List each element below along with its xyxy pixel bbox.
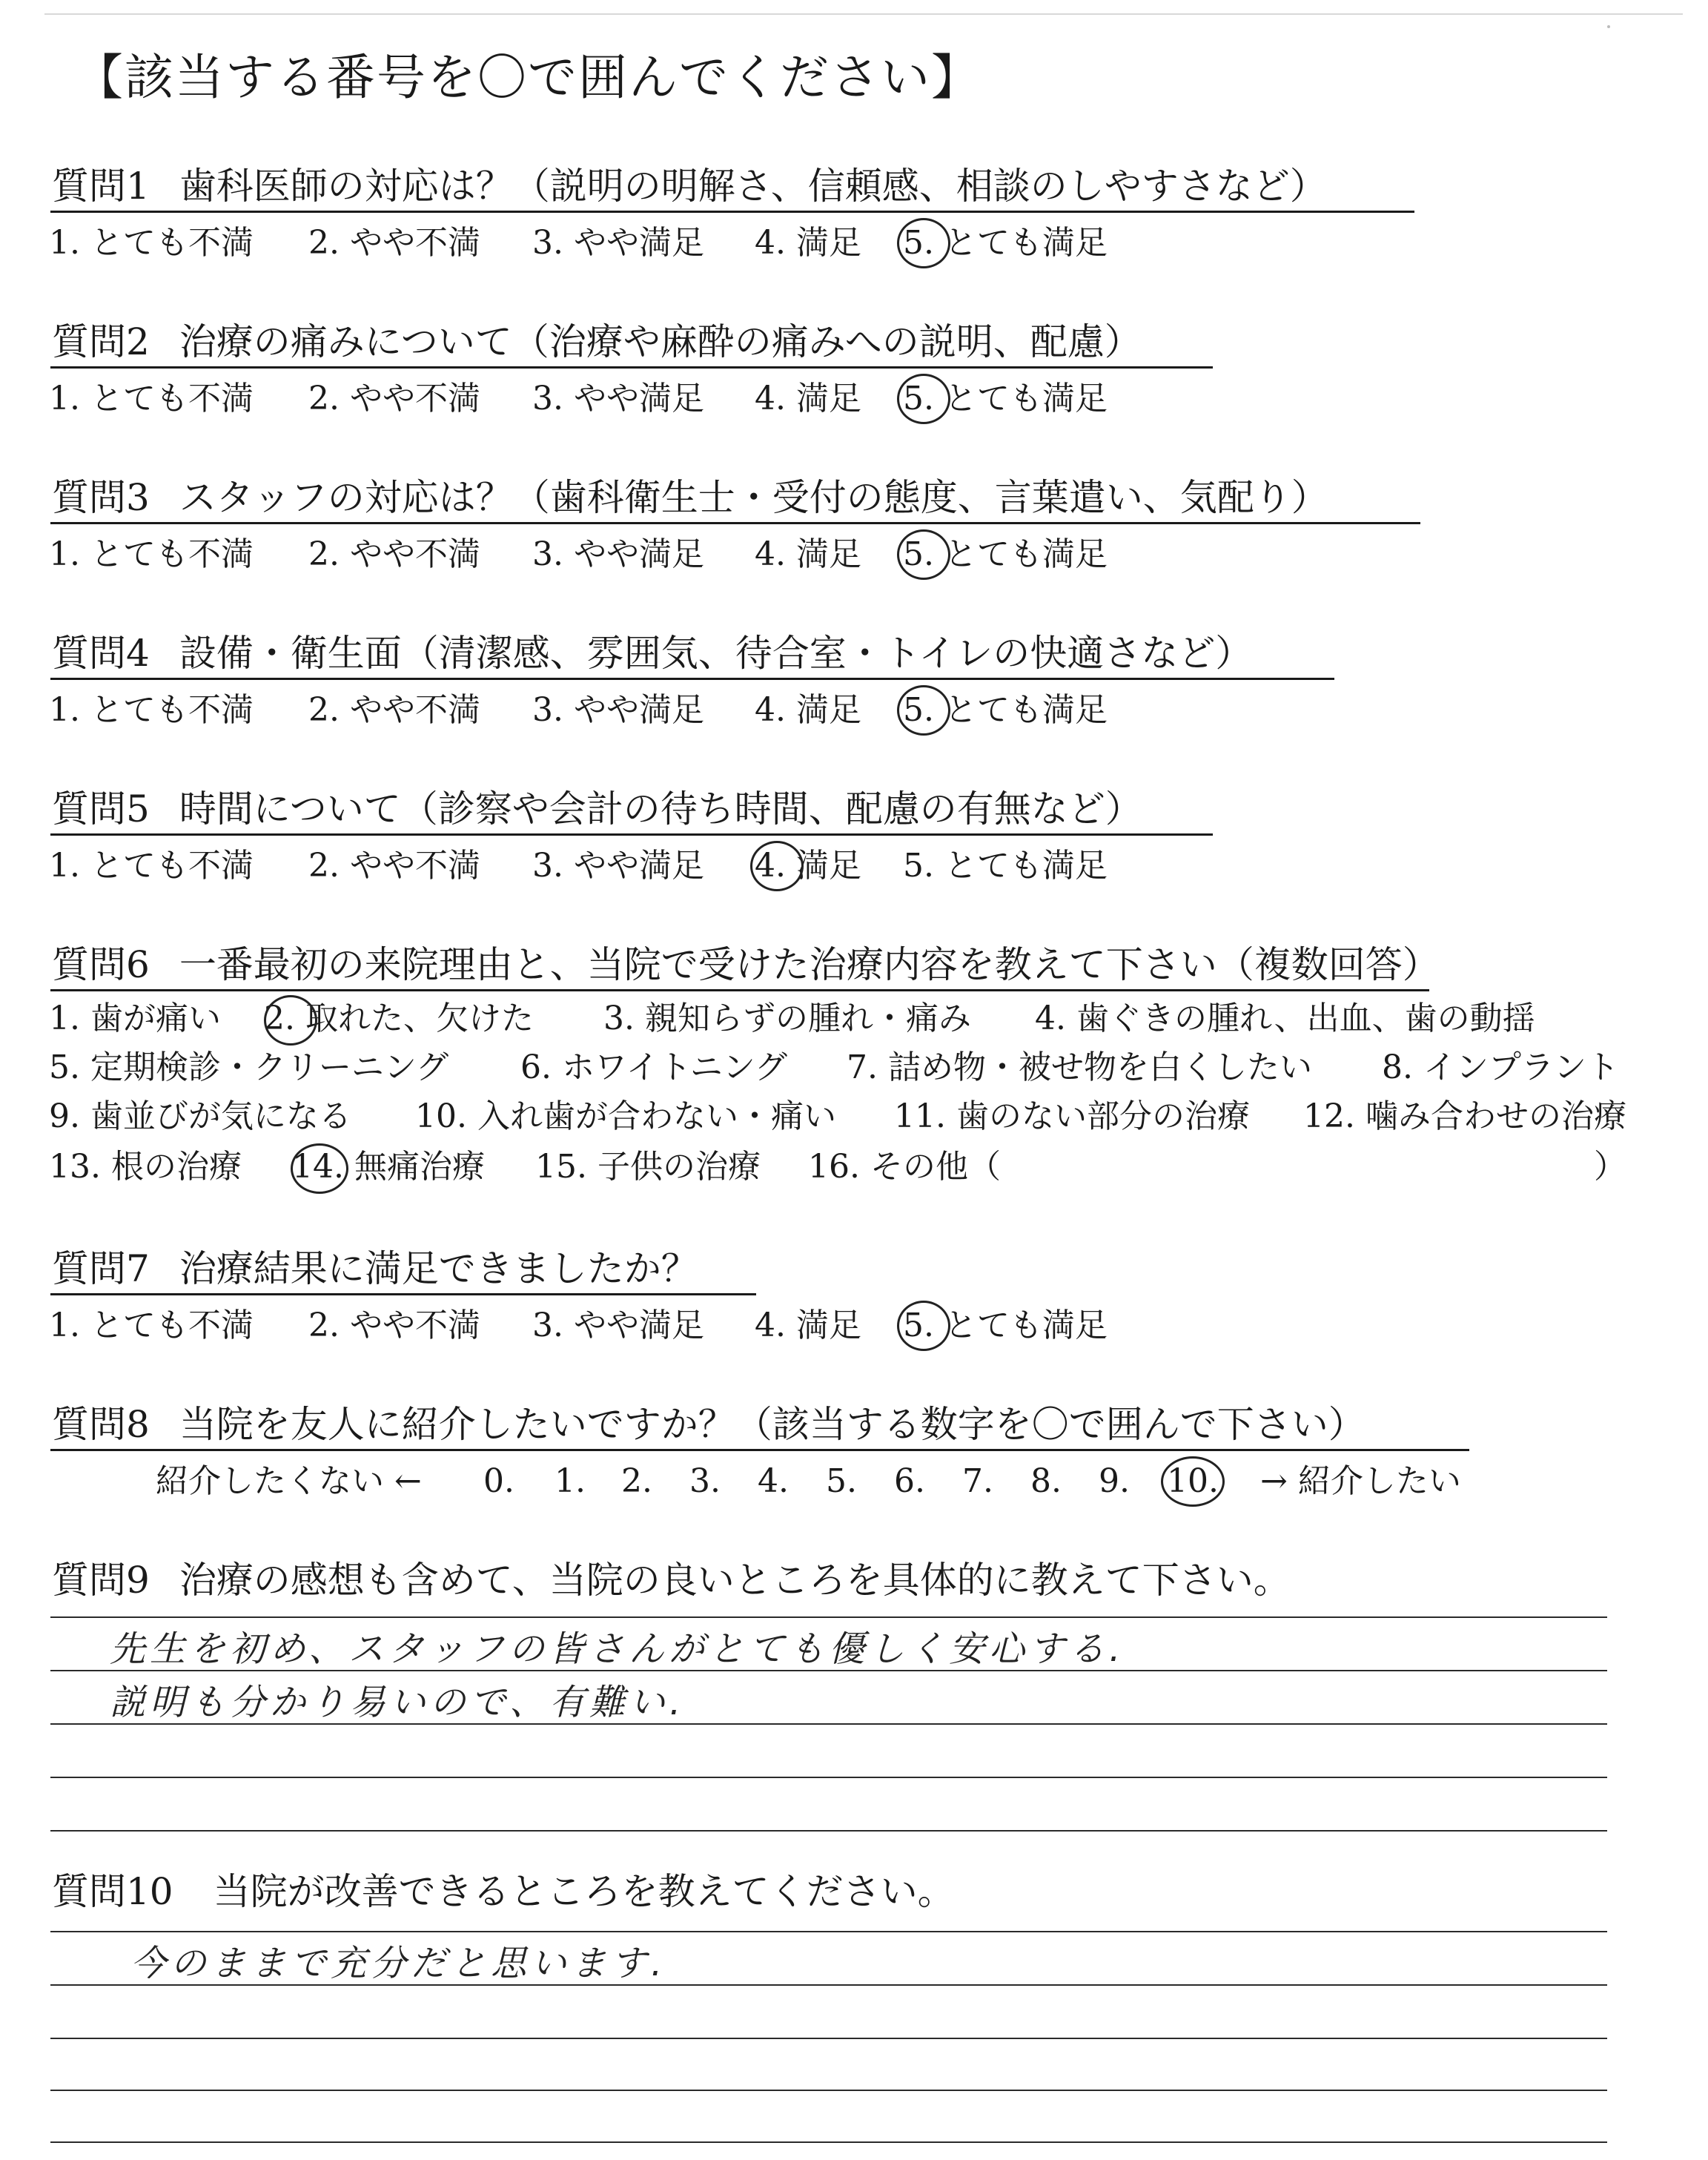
q1-option-4[interactable]: 4. 満足 — [755, 224, 861, 262]
question-7-label: 質問7 — [52, 1247, 150, 1290]
q6-option-4[interactable]: 4. 歯ぐきの腫れ、出血、歯の動揺 — [1035, 1000, 1535, 1037]
q1-option-5[interactable]: 5. とても満足 — [903, 224, 1108, 262]
q2-option-1[interactable]: 1. とても不満 — [49, 380, 254, 417]
q10-answer-rule-1 — [50, 1931, 1607, 1932]
q10-answer-line-1[interactable]: 今のままで充分だと思います. — [130, 1943, 667, 1984]
question-10-text: 当院が改善できるところを教えてください。 — [213, 1870, 955, 1913]
question-5-text: 時間について（診察や会計の待ち時間、配慮の有無など） — [179, 787, 1142, 830]
q8-score-9[interactable]: 9. — [1099, 1462, 1130, 1500]
q6-option-12[interactable]: 12. 噛み合わせの治療 — [1303, 1097, 1626, 1135]
q6-option-10[interactable]: 10. 入れ歯が合わない・痛い — [415, 1097, 836, 1135]
form-heading: 【該当する番号を〇で囲んでください】 — [74, 49, 982, 106]
q6-option-11[interactable]: 11. 歯のない部分の治療 — [894, 1097, 1250, 1135]
question-7-text: 治療結果に満足できましたか？ — [179, 1247, 698, 1290]
q8-score-6[interactable]: 6. — [894, 1462, 925, 1500]
q9-answer-line-1[interactable]: 先生を初め、スタッフの皆さんがとても優しく安心する. — [110, 1628, 1125, 1670]
q6-option-13[interactable]: 13. 根の治療 — [49, 1148, 242, 1186]
q9-answer-rule-5 — [50, 1830, 1607, 1832]
q9-answer-line-2[interactable]: 説明も分かり易いので、有難い. — [110, 1682, 686, 1723]
q2-option-5[interactable]: 5. とても満足 — [903, 380, 1108, 417]
q3-option-4[interactable]: 4. 満足 — [755, 535, 861, 573]
q8-score-3[interactable]: 3. — [689, 1462, 721, 1500]
q3-option-5[interactable]: 5. とても満足 — [903, 535, 1108, 573]
q7-option-1[interactable]: 1. とても不満 — [49, 1307, 254, 1344]
q6-option-8[interactable]: 8. インプラント — [1382, 1048, 1619, 1086]
q8-score-1[interactable]: 1. — [555, 1462, 586, 1500]
question-8 — [52, 1403, 1366, 1446]
q5-option-2[interactable]: 2. やや不満 — [308, 847, 480, 885]
q6-option-1[interactable]: 1. 歯が痛い — [49, 1000, 221, 1037]
q2-option-2[interactable]: 2. やや不満 — [308, 380, 480, 417]
q7-option-3[interactable]: 3. やや満足 — [532, 1307, 704, 1344]
question-3-text: スタッフの対応は？（歯科衛生士・受付の態度、言葉遣い、気配り） — [179, 476, 1328, 519]
q1-option-2[interactable]: 2. やや不満 — [308, 224, 480, 262]
q8-high-label: → 紹介したい — [1260, 1462, 1461, 1500]
q8-low-label: 紹介したくない ← — [156, 1462, 422, 1500]
q5-option-3[interactable]: 3. やや満足 — [532, 847, 704, 885]
question-5-underline — [50, 833, 1213, 836]
question-8-underline — [50, 1449, 1469, 1451]
question-3-underline — [50, 522, 1420, 524]
question-10 — [52, 1870, 955, 1913]
question-7 — [52, 1247, 698, 1290]
q6-option-3[interactable]: 3. 親知らずの腫れ・痛み — [603, 1000, 971, 1037]
q4-option-5[interactable]: 5. とても満足 — [903, 691, 1108, 729]
q6-option-9[interactable]: 9. 歯並びが気になる — [49, 1097, 351, 1135]
q3-option-3[interactable]: 3. やや満足 — [532, 535, 704, 573]
question-6-text: 一番最初の来院理由と、当院で受けた治療内容を教えて下さい（複数回答） — [179, 943, 1440, 986]
question-8-label: 質問8 — [52, 1403, 150, 1446]
question-6-underline — [50, 989, 1429, 991]
q6-option-16[interactable]: 16. その他（ — [808, 1148, 1001, 1186]
q8-score-10[interactable]: 10. — [1167, 1462, 1219, 1500]
question-9-label: 質問9 — [52, 1559, 150, 1602]
top-border — [44, 13, 1683, 15]
q6-option-6[interactable]: 6. ホワイトニング — [520, 1048, 788, 1086]
q5-option-1[interactable]: 1. とても不満 — [49, 847, 254, 885]
q10-answer-rule-4 — [50, 2090, 1607, 2091]
question-4-label: 質問4 — [52, 632, 150, 675]
q6-option-14[interactable]: 14. 無痛治療 — [292, 1148, 485, 1186]
question-1-underline — [50, 211, 1414, 213]
question-4-underline — [50, 678, 1334, 680]
q8-score-4[interactable]: 4. — [758, 1462, 789, 1500]
q6-other-close-paren: ） — [1594, 1148, 1626, 1186]
q2-option-3[interactable]: 3. やや満足 — [532, 380, 704, 417]
question-9-text: 治療の感想も含めて、当院の良いところを具体的に教えて下さい。 — [179, 1559, 1291, 1602]
question-4 — [52, 632, 1253, 675]
q2-option-4[interactable]: 4. 満足 — [755, 380, 861, 417]
q8-score-2[interactable]: 2. — [621, 1462, 652, 1500]
q4-option-2[interactable]: 2. やや不満 — [308, 691, 480, 729]
question-9 — [52, 1559, 1291, 1602]
q3-option-2[interactable]: 2. やや不満 — [308, 535, 480, 573]
question-1-label: 質問1 — [52, 165, 150, 208]
question-2-underline — [50, 366, 1213, 369]
question-10-label: 質問10 — [52, 1870, 173, 1913]
question-2-text: 治療の痛みについて（治療や麻酔の痛みへの説明、配慮） — [179, 320, 1142, 363]
q8-score-8[interactable]: 8. — [1030, 1462, 1062, 1500]
question-2 — [52, 320, 1142, 363]
q3-option-1[interactable]: 1. とても不満 — [49, 535, 254, 573]
question-6 — [52, 943, 1440, 986]
q7-option-2[interactable]: 2. やや不満 — [308, 1307, 480, 1344]
scan-speck — [1607, 25, 1610, 28]
q5-option-5[interactable]: 5. とても満足 — [903, 847, 1108, 885]
q10-answer-rule-3 — [50, 2038, 1607, 2039]
q6-option-7[interactable]: 7. 詰め物・被せ物を白くしたい — [847, 1048, 1312, 1086]
q1-option-3[interactable]: 3. やや満足 — [532, 224, 704, 262]
q9-answer-rule-4 — [50, 1777, 1607, 1778]
q8-score-7[interactable]: 7. — [962, 1462, 993, 1500]
question-4-text: 設備・衛生面（清潔感、雰囲気、待合室・トイレの快適さなど） — [179, 632, 1253, 675]
question-7-underline — [50, 1293, 756, 1295]
question-3-label: 質問3 — [52, 476, 150, 519]
q4-option-3[interactable]: 3. やや満足 — [532, 691, 704, 729]
q7-option-5[interactable]: 5. とても満足 — [903, 1307, 1108, 1344]
q6-option-5[interactable]: 5. 定期検診・クリーニング — [49, 1048, 449, 1086]
q9-answer-rule-1 — [50, 1616, 1607, 1618]
q10-answer-rule-5 — [50, 2141, 1607, 2143]
question-5 — [52, 787, 1142, 830]
q4-option-1[interactable]: 1. とても不満 — [49, 691, 254, 729]
question-1-text: 歯科医師の対応は？（説明の明解さ、信頼感、相談のしやすさなど） — [179, 165, 1327, 208]
q1-option-1[interactable]: 1. とても不満 — [49, 224, 254, 262]
q9-answer-rule-3 — [50, 1723, 1607, 1725]
q7-option-4[interactable]: 4. 満足 — [755, 1307, 861, 1344]
q4-option-4[interactable]: 4. 満足 — [755, 691, 861, 729]
q6-option-15[interactable]: 15. 子供の治療 — [535, 1148, 761, 1186]
q6-option-2[interactable]: 2. 取れた、欠けた — [264, 1000, 534, 1037]
question-2-label: 質問2 — [52, 320, 150, 363]
question-3 — [52, 476, 1328, 519]
q9-answer-rule-2 — [50, 1670, 1607, 1671]
question-6-label: 質問6 — [52, 943, 150, 986]
q8-score-5[interactable]: 5. — [826, 1462, 857, 1500]
question-1 — [52, 165, 1327, 208]
q10-answer-rule-2 — [50, 1984, 1607, 1986]
q5-option-4[interactable]: 4. 満足 — [755, 847, 861, 885]
q8-score-0[interactable]: 0. — [483, 1462, 514, 1500]
question-8-text: 当院を友人に紹介したいですか？（該当する数字を〇で囲んで下さい） — [179, 1403, 1366, 1446]
question-5-label: 質問5 — [52, 787, 150, 830]
